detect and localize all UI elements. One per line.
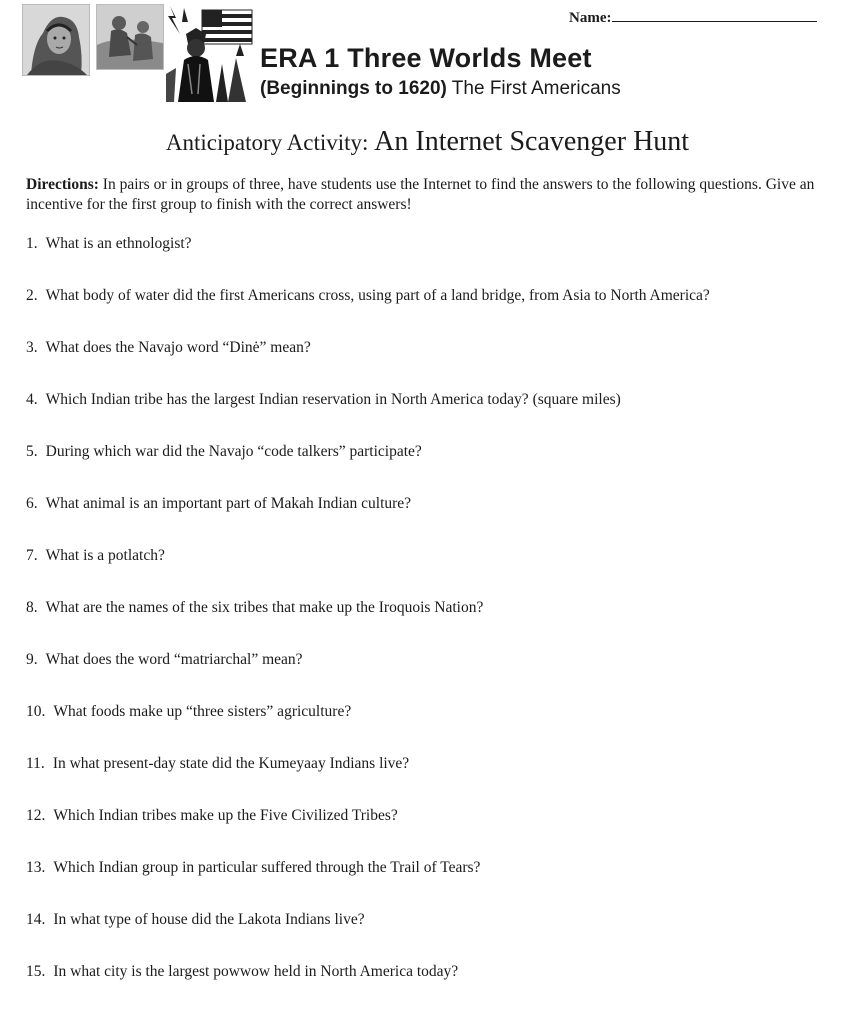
question-number: 6.: [26, 495, 38, 512]
question-text: Which Indian tribes make up the Five Civilized Tribes?: [53, 807, 398, 824]
question-item: [26, 598, 836, 650]
question-item: [26, 806, 836, 858]
question-text: Which Indian tribe has the largest Indian reservation in North America today? (square miles): [45, 391, 621, 408]
question-number: 1.: [26, 235, 38, 252]
question-number: 13.: [26, 859, 46, 876]
activity-title-lead: Anticipatory Activity:: [165, 130, 375, 155]
question-number: 9.: [26, 651, 38, 668]
flag-statue-collage-icon: [166, 4, 254, 102]
question-text: What does the Navajo word “Dinė” mean?: [45, 339, 311, 356]
portrait-sketch-icon: [22, 4, 90, 76]
question-text: During which war did the Navajo “code talkers” participate?: [45, 443, 422, 460]
era-title: ERA 1 Three Worlds Meet: [260, 43, 592, 73]
question-item: [26, 390, 836, 442]
question-number: 5.: [26, 443, 38, 460]
question-number: 2.: [26, 287, 38, 304]
directions-text: In pairs or in groups of three, have students use the Internet to find the answers to the following questions. Give an incentive for the first group to finish with the correct answers!: [26, 176, 815, 213]
question-number: 8.: [26, 599, 38, 616]
question-number: 3.: [26, 339, 38, 356]
name-field[interactable]: [569, 8, 817, 27]
question-item: [26, 442, 836, 494]
directions-label: Directions:: [26, 176, 99, 193]
question-list: [26, 234, 836, 1014]
question-text: In what present-day state did the Kumeyaay Indians live?: [52, 755, 410, 772]
activity-title-rest: An Internet Scavenger Hunt: [374, 126, 690, 157]
question-item: [26, 546, 836, 598]
question-text: Which Indian group in particular suffered through the Trail of Tears?: [53, 859, 481, 876]
question-item: [26, 754, 836, 806]
question-text: What foods make up “three sisters” agriculture?: [53, 703, 352, 720]
question-item: [26, 702, 836, 754]
question-text: What body of water did the first Americans cross, using part of a land bridge, from Asia to North America?: [45, 287, 710, 304]
question-number: 12.: [26, 807, 46, 824]
question-text: What is an ethnologist?: [45, 235, 192, 252]
question-text: What does the word “matriarchal” mean?: [45, 651, 303, 668]
question-item: [26, 338, 836, 390]
directions: [26, 175, 816, 215]
question-number: 14.: [26, 911, 46, 928]
question-number: 10.: [26, 703, 46, 720]
question-item: [26, 286, 836, 338]
question-text: What animal is an important part of Makah Indian culture?: [45, 495, 412, 512]
question-item: [26, 650, 836, 702]
era-subtitle-dates: (Beginnings to 1620): [260, 78, 447, 99]
question-text: What is a potlatch?: [45, 547, 165, 564]
question-text: In what type of house did the Lakota Indians live?: [53, 911, 365, 928]
question-number: 4.: [26, 391, 38, 408]
name-label: Name:: [569, 10, 612, 26]
figures-sketch-icon: [96, 4, 164, 70]
question-item: [26, 858, 836, 910]
activity-title: [0, 128, 855, 156]
question-number: 7.: [26, 547, 38, 564]
question-item: [26, 494, 836, 546]
question-text: In what city is the largest powwow held in North America today?: [53, 963, 459, 980]
question-number: 15.: [26, 963, 46, 980]
question-item: [26, 910, 836, 962]
question-text: What are the names of the six tribes that make up the Iroquois Nation?: [45, 599, 484, 616]
question-number: 11.: [26, 755, 45, 772]
name-blank-line[interactable]: [612, 8, 817, 22]
question-item: [26, 234, 836, 286]
era-subtitle-topic: The First Americans: [446, 78, 621, 99]
question-item: [26, 962, 836, 1014]
era-subtitle: [260, 79, 621, 98]
